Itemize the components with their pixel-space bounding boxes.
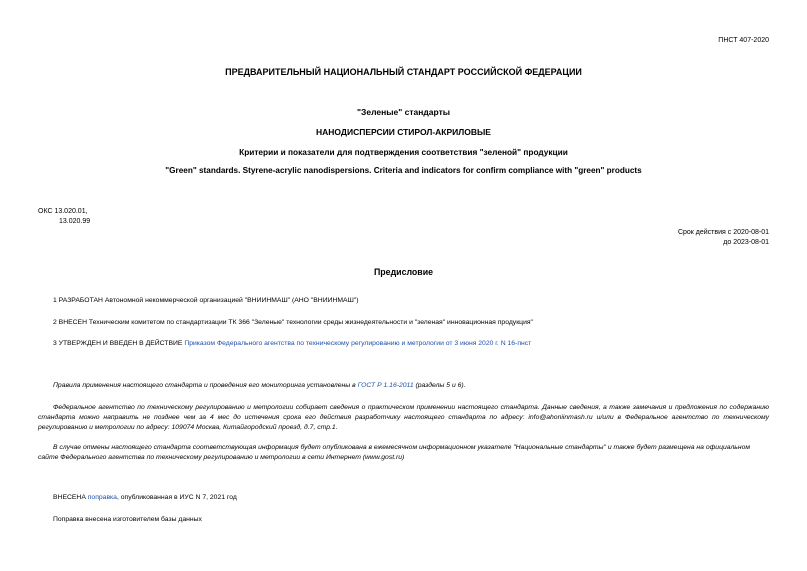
standard-subtitle: Критерии и показатели для подтверждения соответствия "зеленой" продукции [239,147,568,157]
preface-item-developed: 1 РАЗРАБОТАН Автономной некоммерческой организацией "ВНИИНМАШ" (АНО "ВНИИНМАШ") [53,297,359,304]
oks-line-1: ОКС 13.020.01, [38,208,88,215]
validity-to: до 2023-08-01 [723,239,769,246]
preface-item-approved [53,340,531,347]
paragraph-feedback: Федеральное агентство по техническому регулированию и метрологии собирает сведения о практическом применении настоящего стандарта. Данные сведения, а также замечания и предложения по содержанию стандарта можно направить не позднее чем за 4 мес до истечения срока его действия разработчику настоящего стандарта по адресу: info@ahoniinmash.ru и/или в Федеральное агентство по техническому регулированию и метрологии по адресу: 109074 Москва, Китайгородский проезд, д.7, стр.1. [38,404,769,431]
validity-from: Срок действия с 2020-08-01 [677,229,769,236]
oks-codes [38,207,90,227]
approved-prefix: 3 УТВЕРЖДЕН И ВВЕДЕН В ДЕЙСТВИЕ [53,340,185,347]
amendment-line [53,494,237,501]
validity-period [678,228,769,248]
rules-suffix: (разделы 5 и 6). [413,382,466,389]
paragraph-cancellation: В случае отмены настоящего стандарта соответствующая информация будет опубликована в ежемесячном информационном указателе "Национальные стандарты" и также будет размещена на официальном сайте Федерального агентства по техническому регулированию и метрологии в сети Интернет (www.gost.ru) [38,444,751,461]
paragraph-rules [38,381,769,391]
standard-type-title: ПРЕДВАРИТЕЛЬНЫЙ НАЦИОНАЛЬНЫЙ СТАНДАРТ РОССИЙСКОЙ ФЕДЕРАЦИИ [225,67,582,77]
amendment-link[interactable]: поправка [87,494,117,501]
preface-heading: Предисловие [373,267,434,277]
english-title: "Green" standards. Styrene-acrylic nanodispersions. Criteria and indicators for confirm compliance with "green" products [165,166,642,175]
amendment-note: Поправка внесена изготовителем базы данных [53,516,202,523]
preface-item-submitted: 2 ВНЕСЕН Техническим комитетом по стандартизации ТК 366 "Зеленые" технологии среды жизнедеятельности и "зеленая" инновационная продукция" [53,319,533,326]
series-title: "Зеленые" стандарты [357,107,450,117]
rules-prefix: Правила применения настоящего стандарта и проведения его мониторинга установлены в [53,382,358,389]
amendment-suffix: , опубликованная в ИУС N 7, 2021 год [116,494,237,501]
standard-name: НАНОДИСПЕРСИИ СТИРОЛ-АКРИЛОВЫЕ [316,127,491,137]
gost-link[interactable]: ГОСТ Р 1.16-2011 [357,382,414,389]
order-link[interactable]: Приказом Федерального агентства по техническому регулированию и метрологии от 3 июня 2020 г. N 16-пнст [184,340,532,347]
amendment-prefix: ВНЕСЕНА [53,494,88,501]
oks-line-2: 13.020.99 [59,218,91,225]
document-code: ПНСТ 407-2020 [718,37,769,44]
